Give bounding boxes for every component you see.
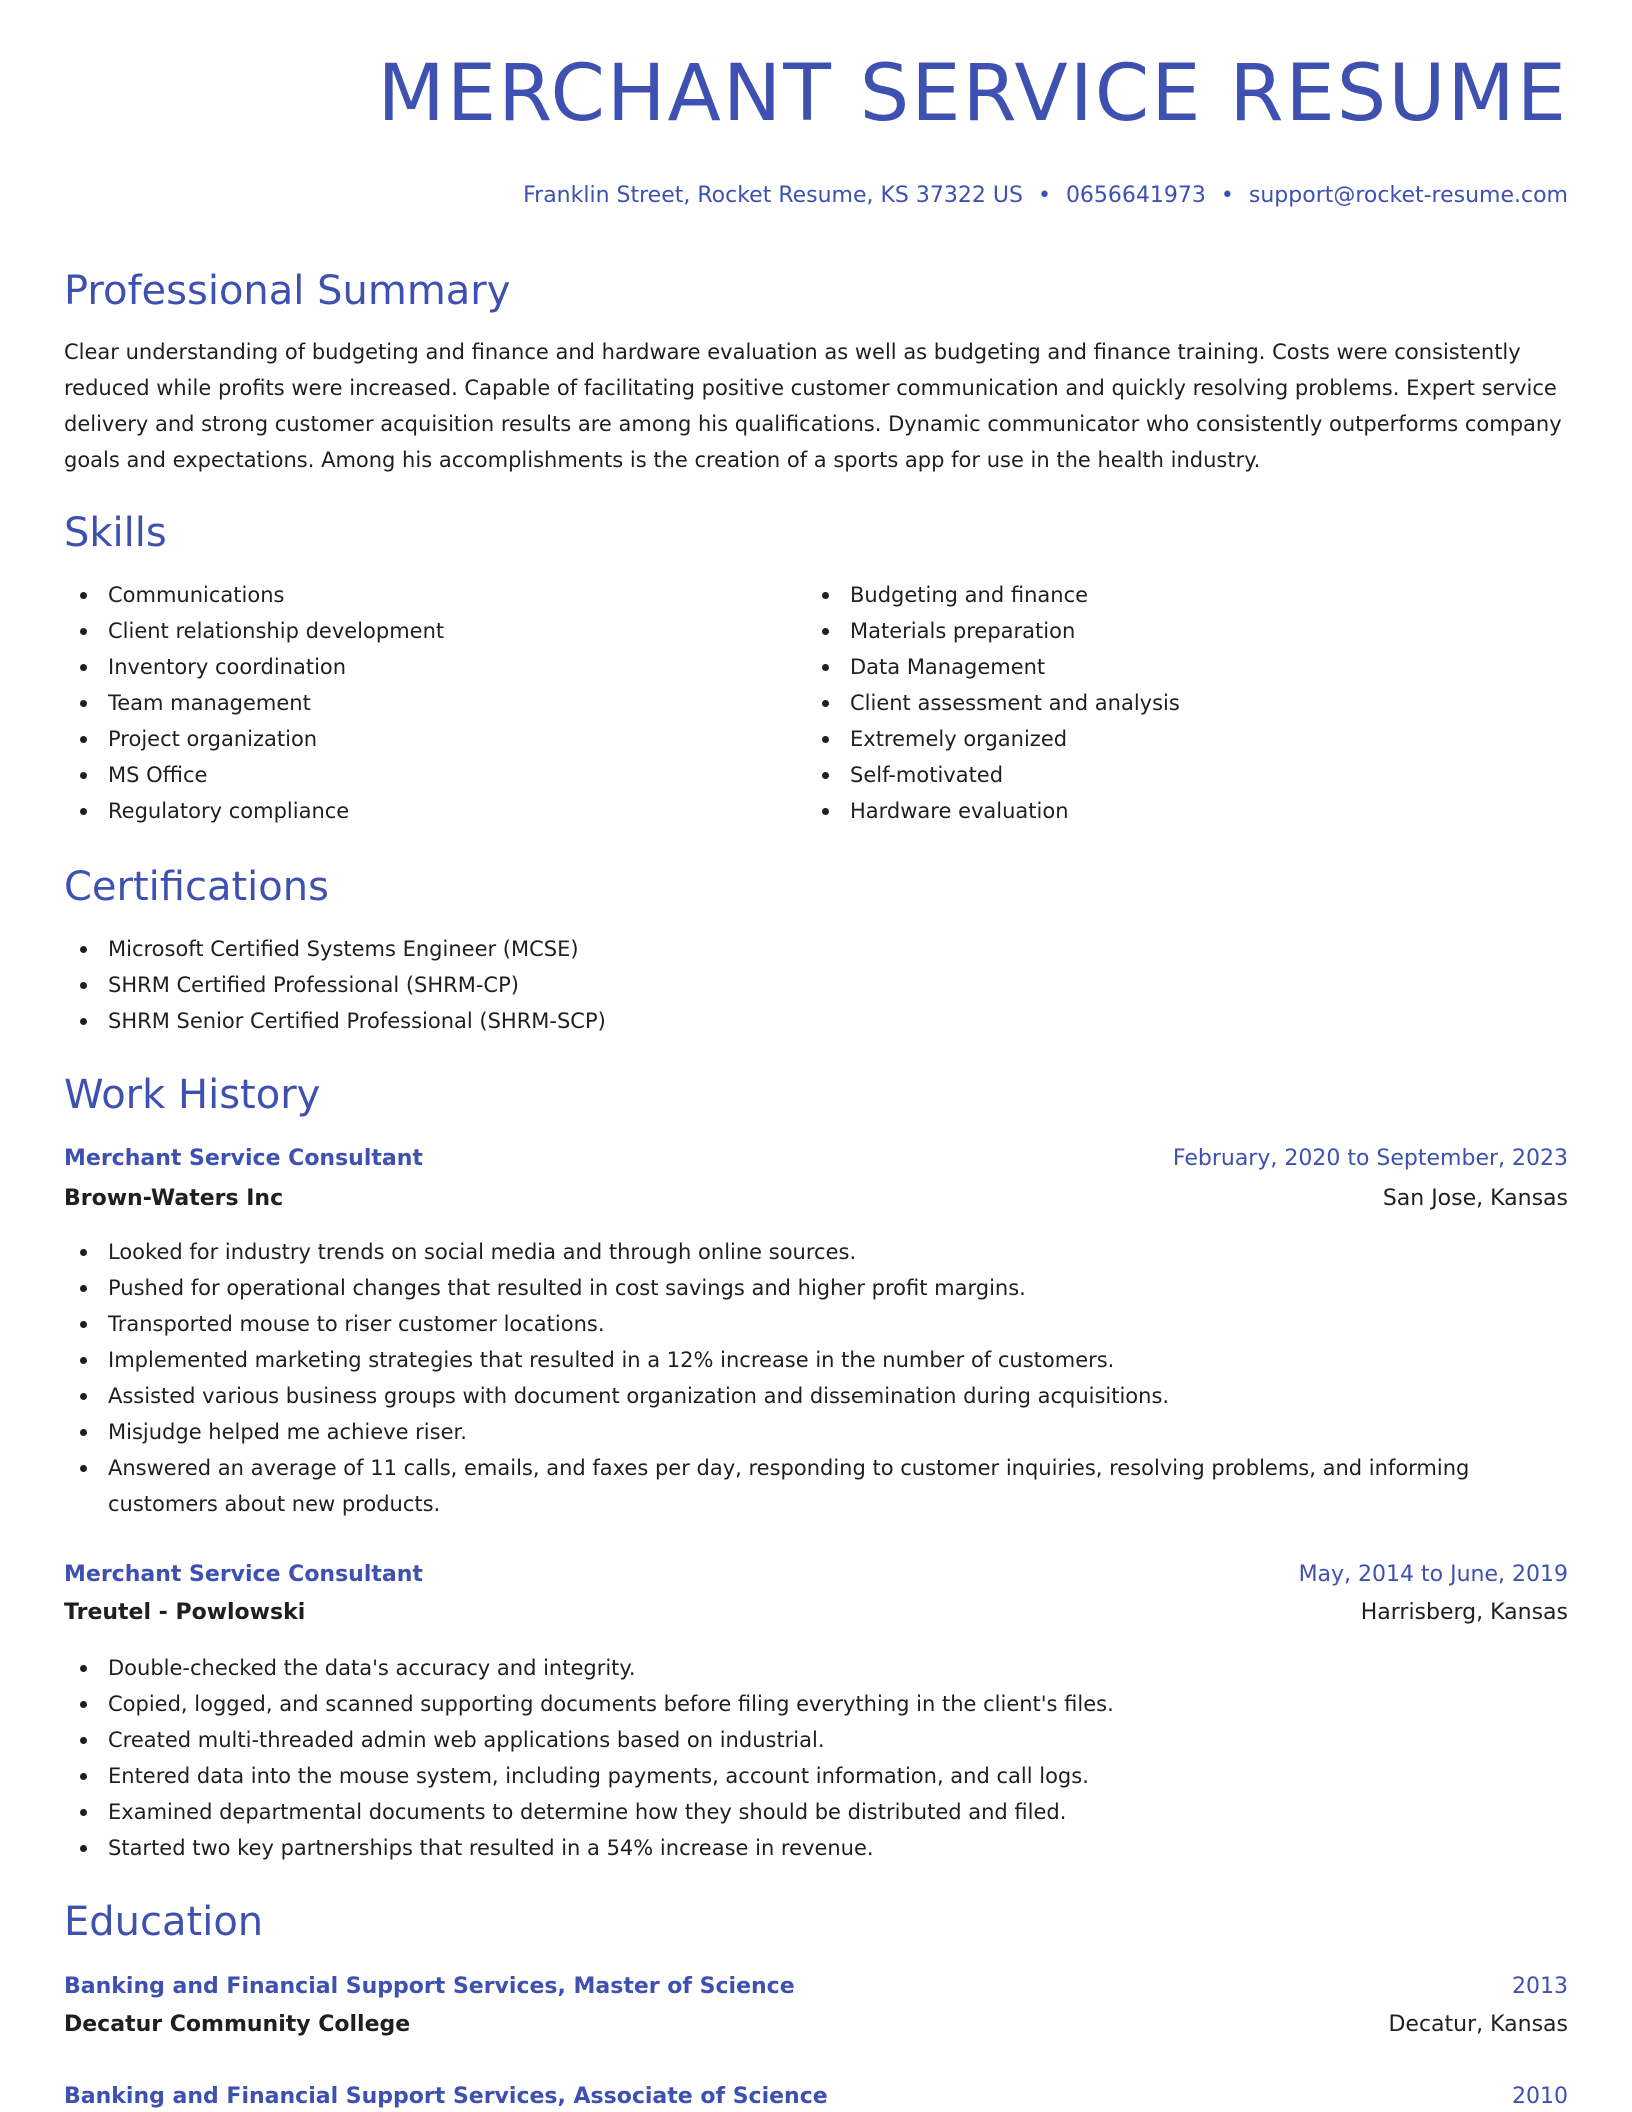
education-header — [64, 1972, 1568, 2002]
skill-item: Client assessment and analysis — [806, 685, 1506, 721]
skill-item: Client relationship development — [64, 613, 764, 649]
graduation-year: 2013 — [1512, 1974, 1568, 1999]
job-bullet: Misjudge helped me achieve riser. — [64, 1414, 1484, 1450]
job-dates: February, 2020 to September, 2023 — [1172, 1146, 1568, 1171]
phone[interactable]: 0656641973 — [1065, 183, 1206, 208]
job-header — [64, 1560, 1568, 1590]
job-bullets — [64, 1234, 1484, 1522]
skill-item: Hardware evaluation — [806, 793, 1506, 829]
contact-line — [523, 183, 1568, 208]
resume-title: MERCHANT SERVICE RESUME — [377, 49, 1568, 139]
skill-item: Regulatory compliance — [64, 793, 764, 829]
skill-item: Self-motivated — [806, 757, 1506, 793]
job-bullet: Implemented marketing strategies that resulted in a 12% increase in the number of customers. — [64, 1342, 1484, 1378]
skill-item: Communications — [64, 577, 764, 613]
certification-item: SHRM Senior Certified Professional (SHRM-SCP) — [64, 1003, 1568, 1039]
job-bullet: Entered data into the mouse system, including payments, account information, and call logs. — [64, 1758, 1484, 1794]
job-bullet: Copied, logged, and scanned supporting documents before filing everything in the client's files. — [64, 1686, 1484, 1722]
certification-item: Microsoft Certified Systems Engineer (MCSE) — [64, 931, 1568, 967]
job-company-row — [64, 1184, 1568, 1214]
school-location: Decatur, Kansas — [1388, 2012, 1568, 2037]
skill-item: Materials preparation — [806, 613, 1506, 649]
job-company: Treutel - Powlowski — [64, 1600, 306, 1625]
skill-item: Budgeting and finance — [806, 577, 1506, 613]
contact-separator: • — [1220, 183, 1234, 208]
school-name: Decatur Community College — [64, 2012, 411, 2037]
skill-item: MS Office — [64, 757, 764, 793]
job-bullets — [64, 1650, 1484, 1866]
skill-item: Team management — [64, 685, 764, 721]
job-bullet: Transported mouse to riser customer locations. — [64, 1306, 1484, 1342]
job-bullet: Assisted various business groups with document organization and dissemination during acquisitions. — [64, 1378, 1484, 1414]
education-heading: Education — [64, 1899, 264, 1945]
job-location: San Jose, Kansas — [1382, 1186, 1568, 1211]
address: Franklin Street, Rocket Resume, KS 37322 US — [523, 183, 1023, 208]
job-bullet: Answered an average of 11 calls, emails, and faxes per day, responding to customer inquiries, resolving problems, and informing customers about new products. — [64, 1450, 1484, 1522]
job-bullet: Looked for industry trends on social media and through online sources. — [64, 1234, 1484, 1270]
job-bullet: Pushed for operational changes that resulted in cost savings and higher profit margins. — [64, 1270, 1484, 1306]
job-bullet: Examined departmental documents to determine how they should be distributed and filed. — [64, 1794, 1484, 1830]
skill-item: Data Management — [806, 649, 1506, 685]
job-bullet: Started two key partnerships that resulted in a 54% increase in revenue. — [64, 1830, 1484, 1866]
graduation-year: 2010 — [1512, 2084, 1568, 2109]
job-company: Brown-Waters Inc — [64, 1186, 284, 1211]
job-title: Merchant Service Consultant — [64, 1562, 423, 1587]
job-title: Merchant Service Consultant — [64, 1146, 423, 1171]
skill-item: Project organization — [64, 721, 764, 757]
education-school-row — [64, 2010, 1568, 2040]
job-dates: May, 2014 to June, 2019 — [1298, 1562, 1568, 1587]
work-history-heading: Work History — [64, 1072, 321, 1118]
skills-list-left — [64, 577, 764, 829]
education-header — [64, 2082, 1568, 2112]
skill-item: Extremely organized — [806, 721, 1506, 757]
skills-list-right — [806, 577, 1506, 829]
job-header — [64, 1144, 1568, 1174]
skill-item: Inventory coordination — [64, 649, 764, 685]
degree: Banking and Financial Support Services, Associate of Science — [64, 2084, 828, 2109]
skills-heading: Skills — [64, 510, 167, 556]
job-bullet: Double-checked the data's accuracy and integrity. — [64, 1650, 1484, 1686]
certification-item: SHRM Certified Professional (SHRM-CP) — [64, 967, 1568, 1003]
email-link[interactable]: support@rocket-resume.com — [1248, 183, 1568, 208]
degree: Banking and Financial Support Services, Master of Science — [64, 1974, 795, 1999]
certifications-list — [64, 931, 1568, 1039]
certifications-heading: Certifications — [64, 864, 329, 910]
contact-separator: • — [1037, 183, 1051, 208]
summary-text: Clear understanding of budgeting and finance and hardware evaluation as well as budgeting and finance training. Costs were consistently reduced while profits were increased. Capable of facilitating positive customer communication and quickly resolving problems. Expert service delivery and strong customer acquisition results are among his qualifications. Dynamic communicator who consistently outperforms company goals and expectations. Among his accomplishments is the creation of a sports app for use in the health industry. — [64, 340, 1562, 472]
summary-heading: Professional Summary — [64, 268, 511, 314]
job-company-row — [64, 1598, 1568, 1628]
job-bullet: Created multi-threaded admin web applications based on industrial. — [64, 1722, 1484, 1758]
job-location: Harrisberg, Kansas — [1360, 1600, 1568, 1625]
resume-page — [64, 0, 1568, 2112]
